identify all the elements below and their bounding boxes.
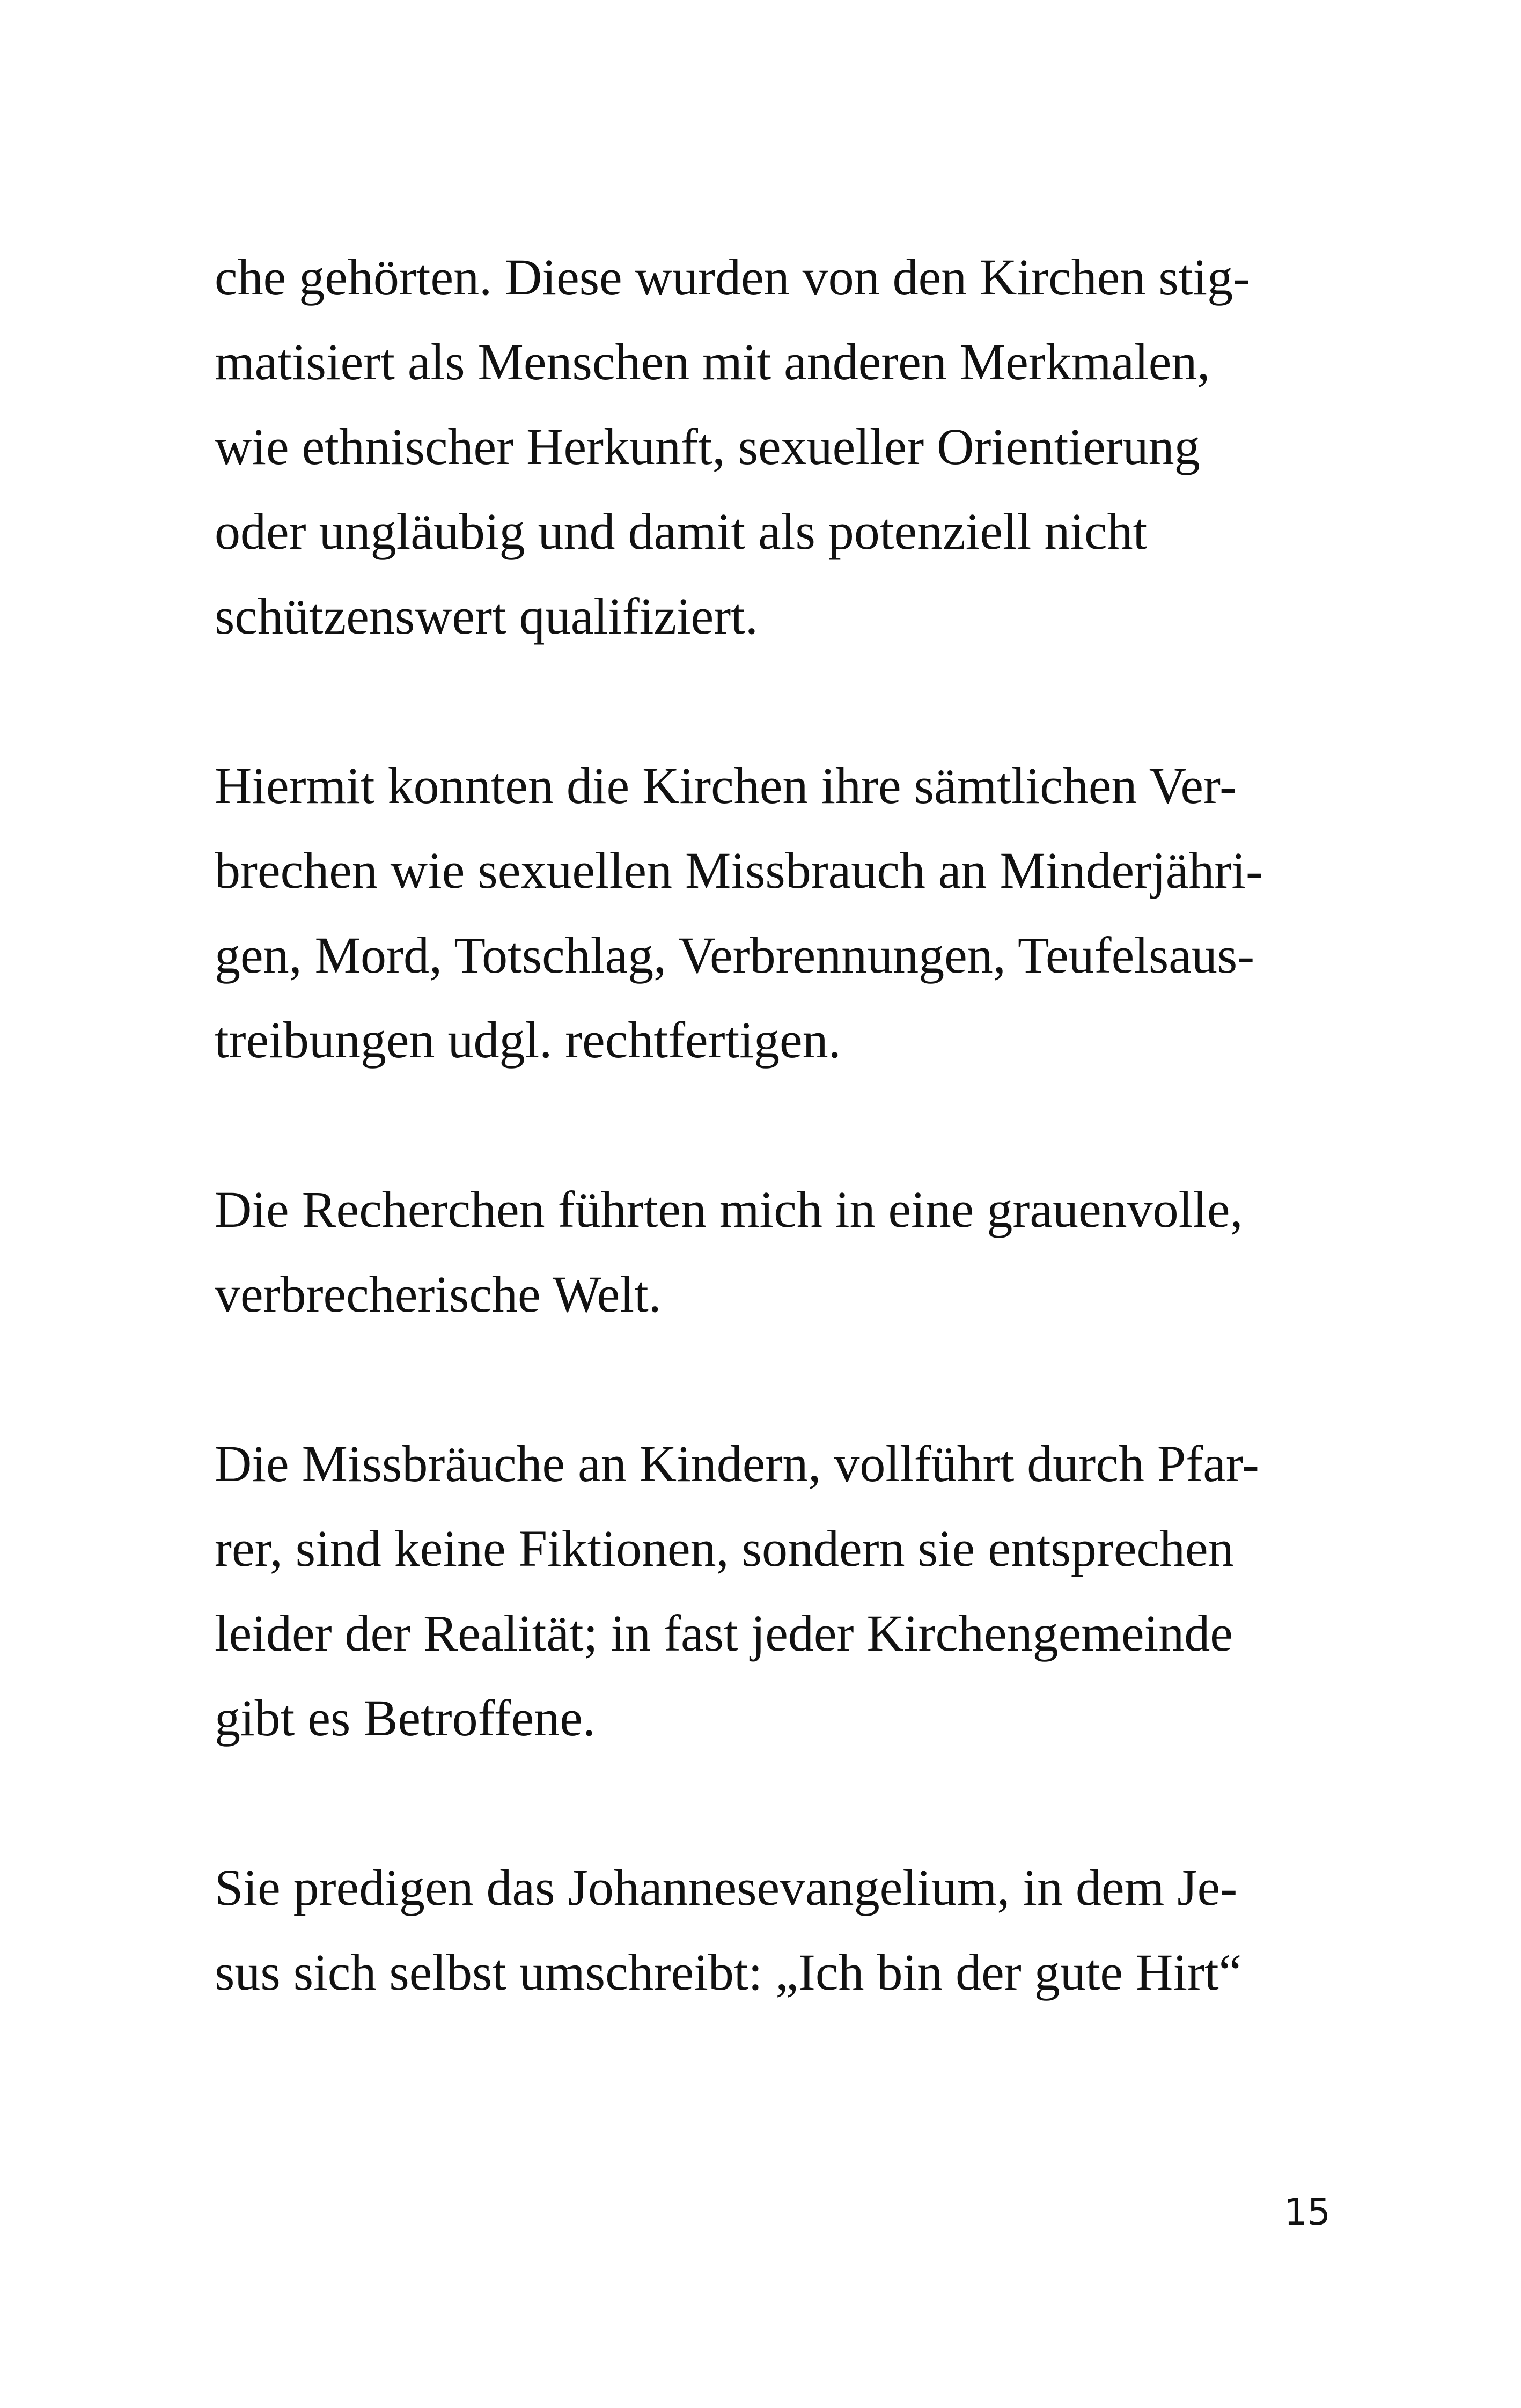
page-number: 15 (1284, 2191, 1331, 2234)
text-line: gen, Mord, Totschlag, Verbrennungen, Teufelsaus- (215, 926, 1255, 984)
text-line: gibt es Betroffene. (215, 1689, 596, 1747)
text-line: wie ethnischer Herkunft, sexueller Orientierung (215, 418, 1200, 475)
body-text (215, 235, 1331, 2015)
text-line: Sie predigen das Johannesevangelium, in dem Je- (215, 1859, 1238, 1916)
text-line: schützenswert qualifiziert. (215, 587, 758, 645)
paragraph-4 (215, 1422, 1331, 1761)
text-line: Die Missbräuche an Kindern, vollführt durch Pfar- (215, 1435, 1259, 1492)
paragraph-gap (215, 659, 1331, 743)
paragraph-1 (215, 235, 1331, 659)
text-line: matisiert als Menschen mit anderen Merkmalen, (215, 333, 1210, 391)
paragraph-gap (215, 1083, 1331, 1167)
text-line: brechen wie sexuellen Missbrauch an Minderjähri- (215, 842, 1263, 899)
paragraph-3 (215, 1167, 1331, 1337)
text-line: che gehörten. Diese wurden von den Kirchen stig- (215, 248, 1251, 306)
paragraph-gap (215, 1337, 1331, 1422)
paragraph-5 (215, 1845, 1331, 2015)
text-line: Hiermit konnten die Kirchen ihre sämtlichen Ver- (215, 757, 1237, 814)
text-line: sus sich selbst umschreibt: „Ich bin der gute Hirt“ (215, 1943, 1242, 2001)
paragraph-2 (215, 743, 1331, 1083)
text-line: leider der Realität; in fast jeder Kirchengemeinde (215, 1604, 1233, 1662)
text-line: oder ungläubig und damit als potenziell nicht (215, 503, 1148, 560)
text-line: Die Recherchen führten mich in eine grauenvolle, (215, 1181, 1243, 1238)
text-line: verbrecherische Welt. (215, 1265, 662, 1323)
text-line: treibungen udgl. rechtfertigen. (215, 1011, 841, 1069)
paragraph-gap (215, 1761, 1331, 1845)
text-line: rer, sind keine Fiktionen, sondern sie entsprechen (215, 1520, 1234, 1577)
